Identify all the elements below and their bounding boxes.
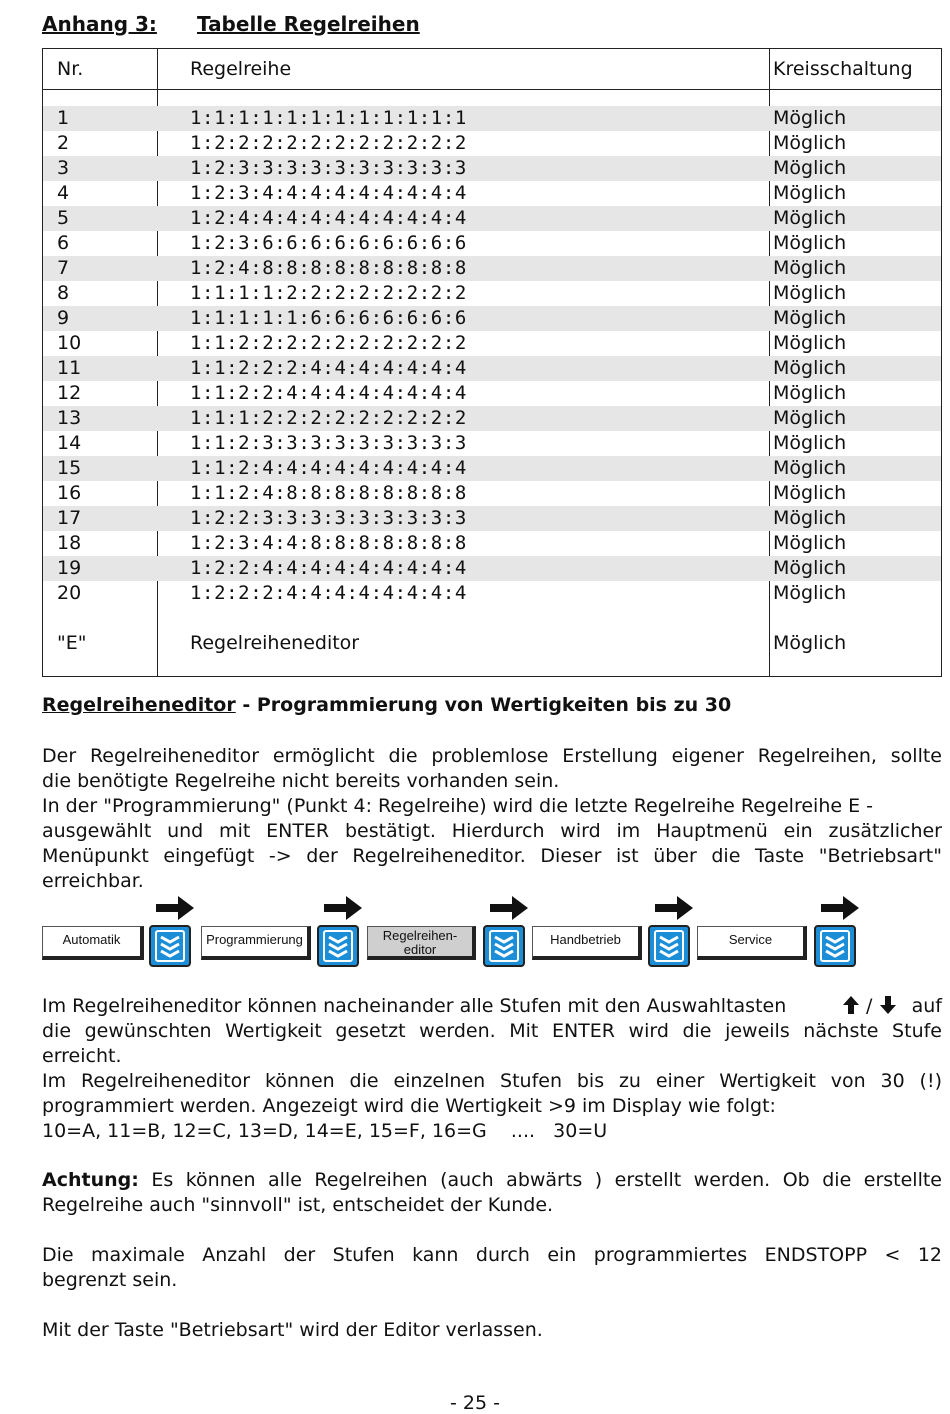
row-regelreihe: 1:2:3:3:3:3:3:3:3:3:3:3	[190, 157, 467, 179]
appendix-title: Tabelle Regelreihen	[197, 12, 420, 36]
row-regelreihe: 1:1:2:2:2:2:2:2:2:2:2:2	[190, 332, 467, 354]
text-line	[42, 994, 942, 1019]
row-regelreihe: 1:1:2:2:2:4:4:4:4:4:4:4	[190, 357, 467, 379]
table-row	[43, 381, 941, 406]
row-regelreihe: 1:2:2:4:4:4:4:4:4:4:4:4	[190, 557, 467, 579]
row-regelreihe: 1:1:1:1:1:6:6:6:6:6:6:6	[190, 307, 467, 329]
regelreihen-table	[42, 48, 942, 677]
table-row	[43, 556, 941, 581]
row-kreisschaltung: Möglich	[773, 332, 847, 354]
page-heading	[42, 12, 420, 36]
row-nr: 15	[57, 457, 82, 479]
row-kreisschaltung: Möglich	[773, 282, 847, 304]
row-kreisschaltung: Möglich	[773, 457, 847, 479]
table-row	[43, 406, 941, 431]
row-kreisschaltung: Möglich	[773, 582, 847, 604]
warning-label: Achtung:	[42, 1169, 139, 1191]
table-row	[43, 256, 941, 281]
warning-paragraph	[42, 1168, 942, 1218]
inline-arrows	[842, 994, 897, 1019]
row-kreisschaltung: Möglich	[773, 382, 847, 404]
row-nr: 5	[57, 207, 70, 229]
row-regelreihe: Regelreiheneditor	[190, 632, 360, 654]
chevron-down-icon[interactable]	[814, 925, 856, 967]
row-kreisschaltung: Möglich	[773, 107, 847, 129]
arrow-right-icon	[490, 895, 530, 925]
endstopp-paragraph	[42, 1243, 942, 1293]
table-row	[43, 506, 941, 531]
section-subheading	[42, 694, 731, 716]
row-kreisschaltung: Möglich	[773, 182, 847, 204]
page-number: - 25 -	[450, 1392, 500, 1414]
row-regelreihe: 1:1:1:2:2:2:2:2:2:2:2:2	[190, 407, 467, 429]
row-kreisschaltung: Möglich	[773, 432, 847, 454]
text-line: ausgewählt und mit ENTER bestätigt. Hierdurch wird im Hauptmenü ein zusätzlicher	[42, 820, 942, 842]
row-regelreihe: 1:2:2:3:3:3:3:3:3:3:3:3	[190, 507, 467, 529]
row-kreisschaltung: Möglich	[773, 507, 847, 529]
row-nr: 6	[57, 232, 70, 254]
row-nr: 13	[57, 407, 82, 429]
table-row	[43, 431, 941, 456]
text-line: Der Regelreiheneditor ermöglicht die problemlose Erstellung eigener Regelreihen, sollte	[42, 745, 942, 767]
row-regelreihe: 1:2:2:2:2:2:2:2:2:2:2:2	[190, 132, 467, 154]
text-fragment: /	[866, 995, 873, 1017]
text-line: 10=A, 11=B, 12=C, 13=D, 14=E, 15=F, 16=G .... 30=U	[42, 1120, 608, 1142]
arrow-right-icon	[324, 895, 364, 925]
menu-button-automatik[interactable]: Automatik	[42, 926, 144, 960]
chevron-down-icon[interactable]	[483, 925, 525, 967]
row-nr: 10	[57, 332, 82, 354]
menu-button-handbetrieb[interactable]: Handbetrieb	[532, 926, 642, 960]
row-nr: 19	[57, 557, 82, 579]
text-fragment: Im Regelreiheneditor können nacheinander alle Stufen mit den Auswahltasten	[42, 995, 787, 1017]
row-nr: 16	[57, 482, 82, 504]
row-nr: 9	[57, 307, 70, 329]
row-nr: 11	[57, 357, 82, 379]
row-kreisschaltung: Möglich	[773, 407, 847, 429]
row-regelreihe: 1:1:2:3:3:3:3:3:3:3:3:3	[190, 432, 467, 454]
arrow-down-icon	[879, 995, 897, 1015]
row-regelreihe: 1:2:2:2:4:4:4:4:4:4:4:4	[190, 582, 467, 604]
row-nr: 20	[57, 582, 82, 604]
table-row	[43, 106, 941, 131]
text-line	[42, 1168, 942, 1193]
text-line: Die maximale Anzahl der Stufen kann durch ein programmiertes ENDSTOPP < 12	[42, 1244, 942, 1266]
row-kreisschaltung: Möglich	[773, 132, 847, 154]
text-line: Menüpunkt eingefügt -> der Regelreiheneditor. Dieser ist über die Taste "Betriebsart"	[42, 845, 942, 867]
row-regelreihe: 1:2:3:4:4:4:4:4:4:4:4:4	[190, 182, 467, 204]
text-line: erreichbar.	[42, 870, 144, 892]
table-row	[43, 281, 941, 306]
table-row	[43, 331, 941, 356]
table-row	[43, 456, 941, 481]
row-kreisschaltung: Möglich	[773, 482, 847, 504]
row-kreisschaltung: Möglich	[773, 532, 847, 554]
text-line: Mit der Taste "Betriebsart" wird der Editor verlassen.	[42, 1319, 543, 1341]
text-line: Regelreihe auch "sinnvoll" ist, entscheidet der Kunde.	[42, 1194, 554, 1216]
row-kreisschaltung: Möglich	[773, 207, 847, 229]
row-nr: 1	[57, 107, 70, 129]
text-line: programmiert werden. Angezeigt wird die Wertigkeit >9 im Display wie folgt:	[42, 1095, 776, 1117]
header-divider	[43, 89, 941, 90]
chevron-down-icon[interactable]	[317, 925, 359, 967]
text-line: die benötigte Regelreihe nicht bereits vorhanden sein.	[42, 770, 560, 792]
row-regelreihe: 1:1:2:4:8:8:8:8:8:8:8:8	[190, 482, 467, 504]
exit-paragraph	[42, 1318, 942, 1343]
text-line: Im Regelreiheneditor können die einzelnen Stufen bis zu einer Wertigkeit von 30 (!)	[42, 1070, 942, 1092]
row-regelreihe: 1:1:2:2:4:4:4:4:4:4:4:4	[190, 382, 467, 404]
header-nr: Nr.	[57, 58, 84, 80]
row-regelreihe: 1:1:2:4:4:4:4:4:4:4:4:4	[190, 457, 467, 479]
table-row	[43, 156, 941, 181]
row-nr: 14	[57, 432, 82, 454]
text-line: begrenzt sein.	[42, 1269, 178, 1291]
subheading-underlined: Regelreiheneditor	[42, 694, 236, 716]
arrow-up-icon	[842, 995, 860, 1015]
row-regelreihe: 1:1:1:1:1:1:1:1:1:1:1:1	[190, 107, 467, 129]
row-kreisschaltung: Möglich	[773, 157, 847, 179]
row-kreisschaltung: Möglich	[773, 307, 847, 329]
header-kreisschaltung: Kreisschaltung	[773, 58, 913, 80]
editor-row	[43, 631, 941, 656]
header-regelreihe: Regelreihe	[190, 58, 292, 80]
chevron-down-icon[interactable]	[648, 925, 690, 967]
arrow-right-icon	[655, 895, 695, 925]
row-nr: 7	[57, 257, 70, 279]
row-nr: 17	[57, 507, 82, 529]
table-row	[43, 206, 941, 231]
row-kreisschaltung: Möglich	[773, 557, 847, 579]
arrow-right-icon	[821, 895, 861, 925]
row-regelreihe: 1:2:3:6:6:6:6:6:6:6:6:6	[190, 232, 467, 254]
row-nr: 18	[57, 532, 82, 554]
text-fragment: Es können alle Regelreihen (auch abwärts ) erstellt werden. Ob die erstellte	[138, 1169, 942, 1191]
row-kreisschaltung: Möglich	[773, 232, 847, 254]
menu-button-service[interactable]: Service	[697, 926, 807, 960]
menu-button-programmierung[interactable]: Programmierung	[201, 926, 311, 960]
table-row	[43, 181, 941, 206]
subheading-rest: - Programmierung von Wertigkeiten bis zu 30	[235, 694, 732, 716]
row-regelreihe: 1:1:1:1:2:2:2:2:2:2:2:2	[190, 282, 467, 304]
text-line: die gewünschten Wertigkeit gesetzt werden. Mit ENTER wird die jeweils nächste Stufe	[42, 1020, 942, 1042]
editor-paragraph	[42, 994, 942, 1144]
row-nr: 4	[57, 182, 70, 204]
text-fragment: auf	[911, 995, 942, 1017]
table-row	[43, 231, 941, 256]
row-nr: 2	[57, 132, 70, 154]
row-nr: "E"	[57, 632, 87, 654]
text-line: erreicht.	[42, 1045, 122, 1067]
arrow-right-icon	[156, 895, 196, 925]
table-row	[43, 531, 941, 556]
table-row	[43, 481, 941, 506]
intro-paragraph	[42, 744, 942, 894]
row-nr: 12	[57, 382, 82, 404]
table-row	[43, 581, 941, 606]
row-regelreihe: 1:2:3:4:4:8:8:8:8:8:8:8	[190, 532, 467, 554]
chevron-down-icon[interactable]	[149, 925, 191, 967]
text-line: In der "Programmierung" (Punkt 4: Regelreihe) wird die letzte Regelreihe Regelreihe E -	[42, 795, 873, 817]
row-nr: 3	[57, 157, 70, 179]
row-kreisschaltung: Möglich	[773, 357, 847, 379]
row-regelreihe: 1:2:4:4:4:4:4:4:4:4:4:4	[190, 207, 467, 229]
row-kreisschaltung: Möglich	[773, 632, 847, 654]
table-row	[43, 306, 941, 331]
row-regelreihe: 1:2:4:8:8:8:8:8:8:8:8:8	[190, 257, 467, 279]
row-nr: 8	[57, 282, 70, 304]
appendix-label: Anhang 3:	[42, 12, 157, 36]
table-row	[43, 356, 941, 381]
table-row	[43, 131, 941, 156]
row-kreisschaltung: Möglich	[773, 257, 847, 279]
menu-button-regelreiheneditor[interactable]: Regelreihen- editor	[367, 926, 476, 960]
